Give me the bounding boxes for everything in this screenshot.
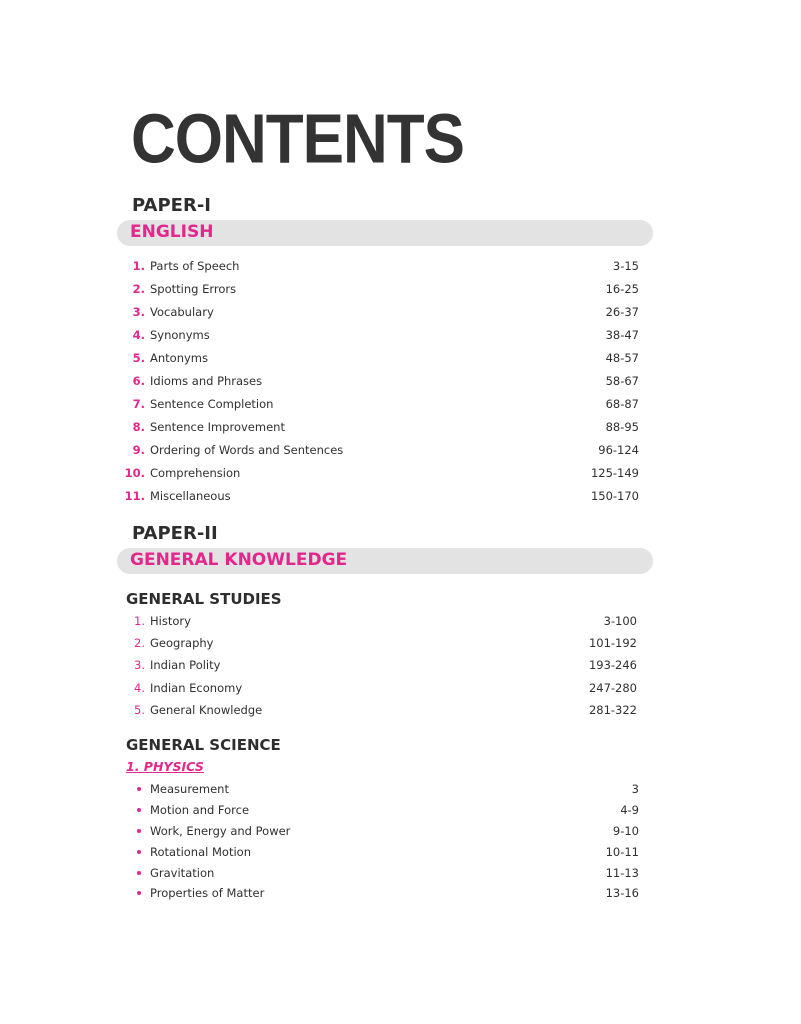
- item-pages: 58-67: [605, 374, 639, 388]
- item-number: 1.: [132, 259, 145, 273]
- item-pages: 3: [631, 782, 639, 796]
- toc-item[interactable]: [0, 441, 801, 459]
- toc-item[interactable]: [0, 780, 801, 798]
- toc-item[interactable]: [0, 372, 801, 390]
- item-number: 4.: [132, 328, 145, 342]
- item-title: Parts of Speech: [150, 259, 240, 273]
- toc-item[interactable]: [0, 326, 801, 344]
- item-title: Idioms and Phrases: [150, 374, 263, 388]
- item-pages: 4-9: [620, 803, 639, 817]
- item-number: 4.: [134, 681, 145, 695]
- item-pages: 247-280: [588, 681, 637, 695]
- toc-item[interactable]: [0, 656, 801, 674]
- toc-item[interactable]: [0, 349, 801, 367]
- subject-band-general-knowledge: [117, 548, 653, 574]
- toc-item[interactable]: [0, 679, 801, 697]
- item-title: Properties of Matter: [150, 886, 265, 900]
- item-pages: 101-192: [588, 636, 637, 650]
- item-pages: 11-13: [605, 866, 639, 880]
- toc-item[interactable]: [0, 801, 801, 819]
- item-number: 5.: [134, 703, 145, 717]
- item-title: Sentence Completion: [150, 397, 274, 411]
- item-number: 8.: [132, 420, 145, 434]
- item-pages: 13-16: [605, 886, 639, 900]
- item-title: Gravitation: [150, 866, 215, 880]
- toc-item[interactable]: [0, 864, 801, 882]
- item-title: Spotting Errors: [150, 282, 237, 296]
- item-number: 7.: [132, 397, 145, 411]
- toc-item[interactable]: [0, 257, 801, 275]
- general-science-heading: GENERAL SCIENCE: [126, 736, 281, 754]
- toc-item[interactable]: [0, 464, 801, 482]
- toc-item[interactable]: [0, 280, 801, 298]
- bullet-icon: [137, 891, 141, 895]
- item-number: 2.: [134, 636, 145, 650]
- item-pages: 26-37: [605, 305, 639, 319]
- item-title: Vocabulary: [150, 305, 214, 319]
- item-pages: 16-25: [605, 282, 639, 296]
- item-pages: 38-47: [605, 328, 639, 342]
- bullet-icon: [137, 850, 141, 854]
- item-title: History: [150, 614, 191, 628]
- toc-item[interactable]: [0, 418, 801, 436]
- item-pages: 96-124: [598, 443, 639, 457]
- toc-item[interactable]: [0, 303, 801, 321]
- item-pages: 150-170: [590, 489, 639, 503]
- item-number: 2.: [132, 282, 145, 296]
- item-number: 9.: [132, 443, 145, 457]
- item-number: 6.: [132, 374, 145, 388]
- item-pages: 9-10: [612, 824, 639, 838]
- item-title: Sentence Improvement: [150, 420, 285, 434]
- item-title: General Knowledge: [150, 703, 263, 717]
- item-number: 3.: [132, 305, 145, 319]
- item-number: 11.: [124, 489, 145, 503]
- item-pages: 281-322: [588, 703, 637, 717]
- toc-item[interactable]: [0, 843, 801, 861]
- subject-title-general-knowledge: GENERAL KNOWLEDGE: [130, 550, 348, 570]
- item-title: Indian Polity: [150, 658, 221, 672]
- item-title: Geography: [150, 636, 214, 650]
- item-pages: 125-149: [590, 466, 639, 480]
- toc-item[interactable]: [0, 634, 801, 652]
- item-title: Measurement: [150, 782, 229, 796]
- subject-band-english: [117, 220, 653, 246]
- item-pages: 88-95: [605, 420, 639, 434]
- item-title: Comprehension: [150, 466, 241, 480]
- bullet-icon: [137, 829, 141, 833]
- item-pages: 10-11: [605, 845, 639, 859]
- bullet-icon: [137, 808, 141, 812]
- physics-heading[interactable]: 1. PHYSICS: [126, 759, 204, 774]
- toc-item[interactable]: [0, 884, 801, 902]
- toc-item[interactable]: [0, 822, 801, 840]
- bullet-icon: [137, 787, 141, 791]
- paper-2-label: PAPER-II: [132, 523, 218, 544]
- item-title: Rotational Motion: [150, 845, 251, 859]
- item-title: Synonyms: [150, 328, 210, 342]
- item-title: Miscellaneous: [150, 489, 231, 503]
- item-pages: 3-15: [612, 259, 639, 273]
- item-number: 1.: [134, 614, 145, 628]
- item-title: Ordering of Words and Sentences: [150, 443, 344, 457]
- toc-item[interactable]: [0, 395, 801, 413]
- toc-item[interactable]: [0, 487, 801, 505]
- item-title: Motion and Force: [150, 803, 250, 817]
- toc-item[interactable]: [0, 701, 801, 719]
- item-title: Antonyms: [150, 351, 208, 365]
- page-title: CONTENTS: [131, 101, 464, 179]
- item-pages: 68-87: [605, 397, 639, 411]
- subject-title-english: ENGLISH: [130, 222, 214, 242]
- item-title: Indian Economy: [150, 681, 243, 695]
- item-pages: 48-57: [605, 351, 639, 365]
- item-pages: 193-246: [588, 658, 637, 672]
- item-pages: 3-100: [603, 614, 637, 628]
- item-number: 3.: [134, 658, 145, 672]
- bullet-icon: [137, 871, 141, 875]
- item-number: 5.: [132, 351, 145, 365]
- item-title: Work, Energy and Power: [150, 824, 291, 838]
- toc-item[interactable]: [0, 612, 801, 630]
- item-number: 10.: [124, 466, 145, 480]
- paper-1-label: PAPER-I: [132, 195, 211, 216]
- general-studies-heading: GENERAL STUDIES: [126, 590, 282, 608]
